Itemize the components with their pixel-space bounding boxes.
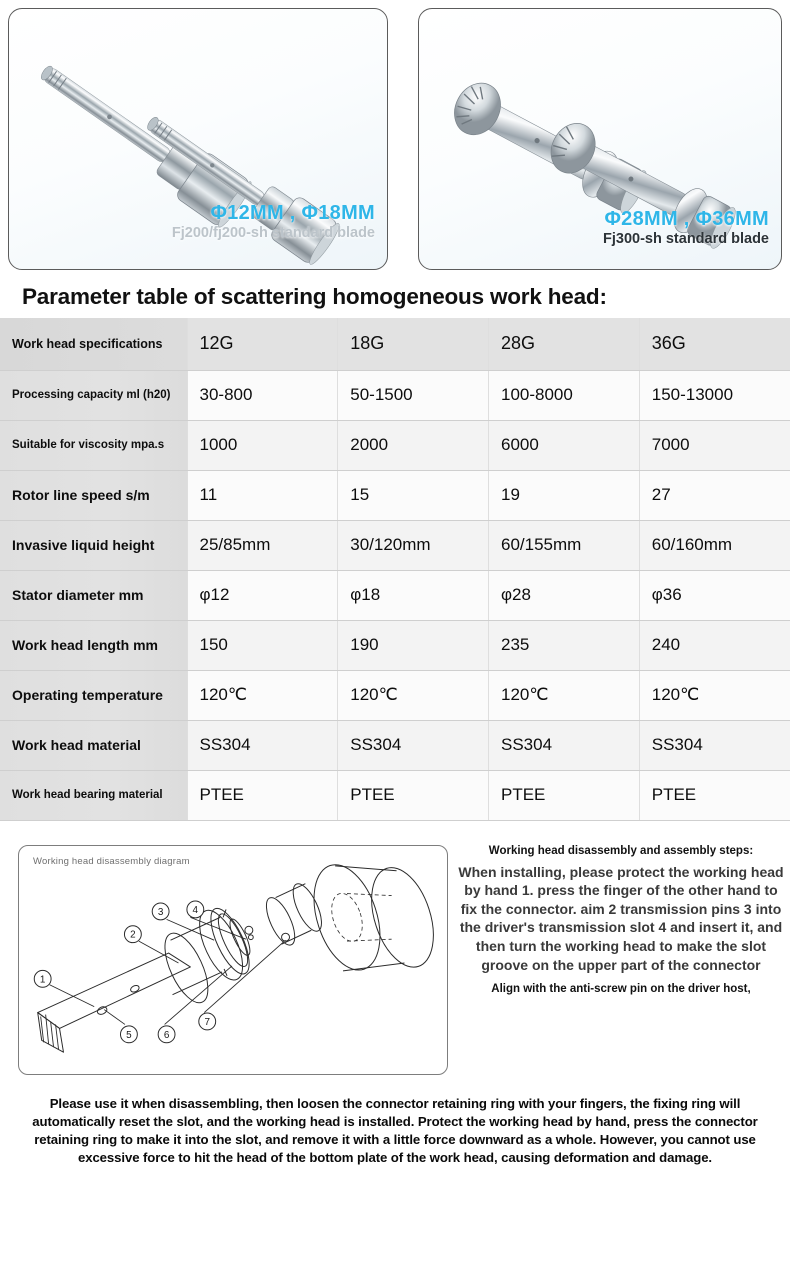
column-header-28g: 28G [489,318,640,370]
cell-value: 60/160mm [639,520,790,570]
table-row [0,570,790,620]
cell-value: φ12 [187,570,338,620]
cell-value: 120℃ [639,670,790,720]
cell-value: 1000 [187,420,338,470]
cell-value: SS304 [338,720,489,770]
instructions-section [0,845,790,1245]
cell-value: 50-1500 [338,370,489,420]
diameter-label-right: Φ28MM , Φ36MM [604,208,769,231]
cell-value: SS304 [187,720,338,770]
cell-value: 27 [639,470,790,520]
cell-value: 120℃ [338,670,489,720]
table-row [0,670,790,720]
model-label-right: Fj300-sh standard blade [603,230,769,247]
cell-value: φ28 [489,570,640,620]
cell-value: 235 [489,620,640,670]
assembly-steps [458,845,784,996]
cell-value: 15 [338,470,489,520]
cell-value: 120℃ [187,670,338,720]
product-panel-fj300 [418,8,782,270]
svg-text:6: 6 [163,1029,170,1041]
svg-text:7: 7 [204,1016,210,1028]
page-title: Parameter table of scattering homogeneous work head: [22,284,607,309]
cell-value: PTEE [187,770,338,820]
cell-value: 25/85mm [187,520,338,570]
svg-text:3: 3 [157,906,164,918]
column-header-18g: 18G [338,318,489,370]
cell-value: φ18 [338,570,489,620]
row-label: Invasive liquid height [0,520,187,570]
header-label-cell: Work head specifications [0,318,187,370]
cell-value: 100-8000 [489,370,640,420]
cell-value: 11 [187,470,338,520]
diagram-caption: Working head disassembly diagram [33,855,190,867]
product-panel-fj200 [8,8,388,270]
steps-note: Align with the anti-screw pin on the driver host, [491,983,751,996]
disassembly-diagram-box [18,845,448,1075]
cell-value: PTEE [639,770,790,820]
steps-title: Working head disassembly and assembly steps: [488,844,754,857]
cell-value: 7000 [639,420,790,470]
row-label: Work head bearing material [0,770,187,820]
cell-value: 2000 [338,420,489,470]
cell-value: SS304 [489,720,640,770]
cell-value: 190 [338,620,489,670]
svg-text:4: 4 [192,904,199,916]
cell-value: φ36 [639,570,790,620]
cell-value: 30-800 [187,370,338,420]
row-label: Work head length mm [0,620,187,670]
table-row [0,520,790,570]
row-label: Operating temperature [0,670,187,720]
diameter-label-left: Φ12MM , Φ18MM [210,202,375,225]
table-row [0,470,790,520]
row-label: Stator diameter mm [0,570,187,620]
cell-value: 60/155mm [489,520,640,570]
svg-text:1: 1 [39,973,46,985]
row-label: Processing capacity ml (h20) [0,370,187,420]
cell-value: PTEE [489,770,640,820]
svg-text:5: 5 [126,1029,132,1041]
exploded-view-diagram [19,846,447,1074]
table-header-row [0,318,790,370]
cell-value: SS304 [639,720,790,770]
table-row [0,720,790,770]
cell-value: PTEE [338,770,489,820]
table-row [0,420,790,470]
cell-value: 30/120mm [338,520,489,570]
specification-table [0,318,790,821]
model-label-left: Fj200/fj200-sh standard blade [171,224,375,241]
table-row [0,370,790,420]
column-header-12g: 12G [187,318,338,370]
footer-instructions: Please use it when disassembling, then loosen the connector retaining ring with your fingers, the fixing ring will automatically reset the slot, and the working head is installed. Protect the working head by hand, press the connector retaining ring to make it into the slot, and remove it with a little force downward as a whole. However, you cannot use excessive force to hit the head of the bottom plate of the work head, causing deformation and damage. [32,1095,758,1166]
cell-value: 19 [489,470,640,520]
cell-value: 150-13000 [639,370,790,420]
row-label: Work head material [0,720,187,770]
product-caption-left [172,202,375,241]
table-row [0,770,790,820]
cell-value: 150 [187,620,338,670]
column-header-36g: 36G [639,318,790,370]
product-images-row [0,0,790,278]
table-row [0,620,790,670]
cell-value: 240 [639,620,790,670]
row-label: Rotor line speed s/m [0,470,187,520]
product-caption-right [603,208,769,247]
row-label: Suitable for viscosity mpa.s [0,420,187,470]
svg-text:2: 2 [130,929,136,941]
cell-value: 120℃ [489,670,640,720]
steps-body: When installing, please protect the working head by hand 1. press the finger of the other hand to fix the connector. aim 2 transmission pins 3 into the driver's transmission slot 4 and insert it, and then turn the working head to make the slot groove on the upper part of the connector [458,863,784,973]
cell-value: 6000 [489,420,640,470]
